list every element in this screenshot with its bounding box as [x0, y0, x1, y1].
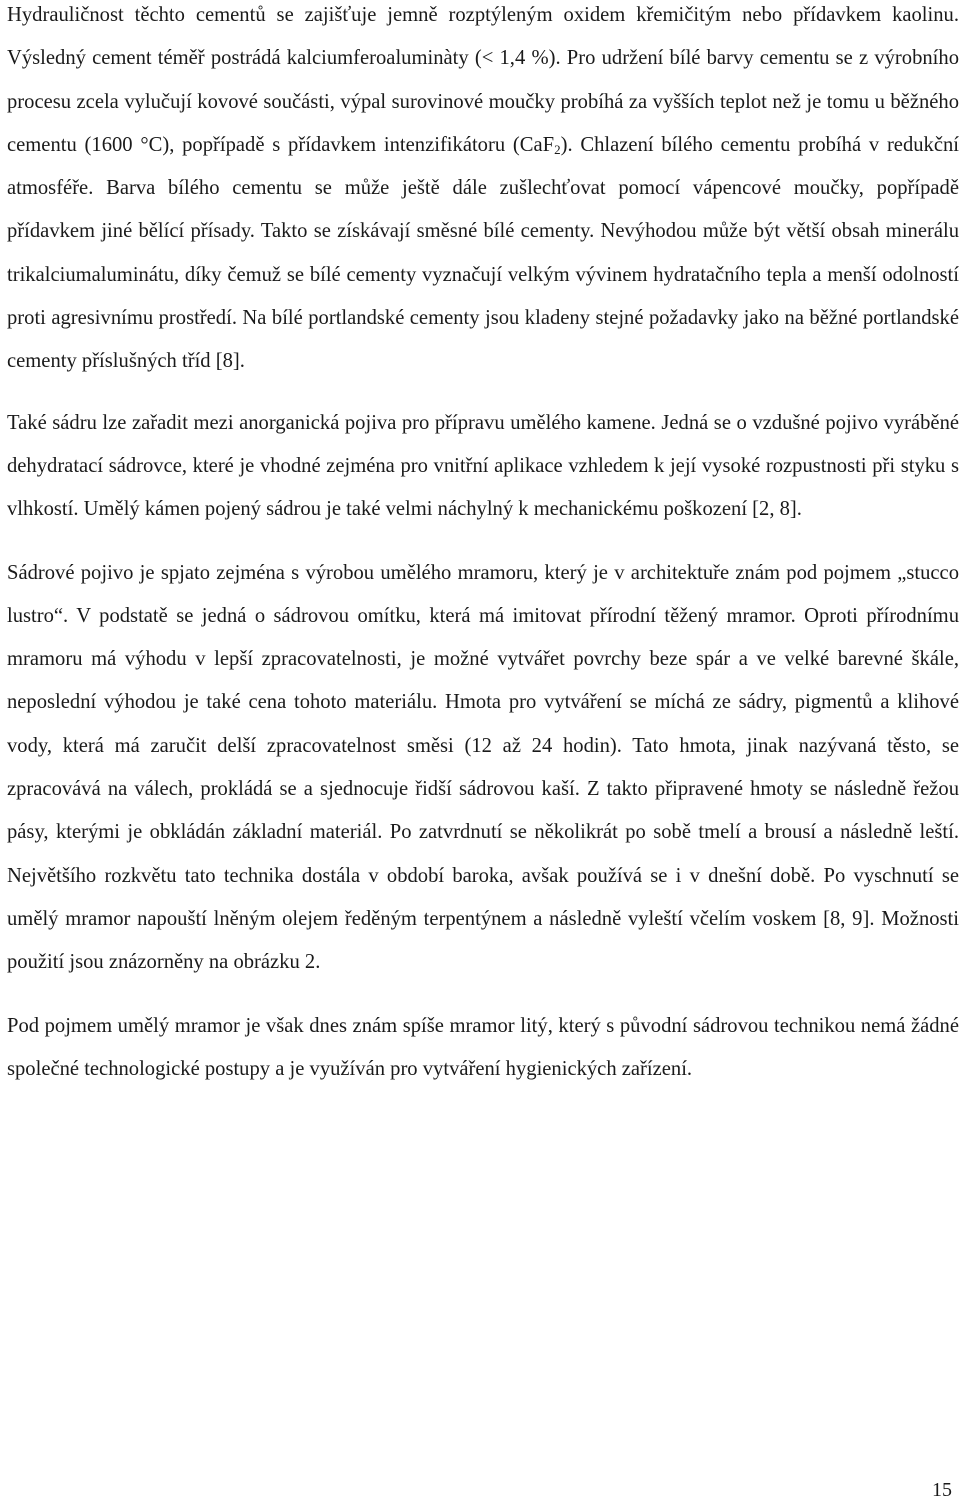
- subscript-two: 2: [554, 141, 561, 157]
- document-page: [7, 0, 959, 1111]
- page-number: 15: [932, 1479, 952, 1501]
- paragraph-stucco-lustro: Sádrové pojivo je spjato zejména s výrobou umělého mramoru, který je v architektuře znám pod pojmem „stucco lustro“. V podstatě se jedná o sádrovou omítku, která má imitovat přírodní těžený mramor. Oproti přírodnímu mramoru má výhodu v lepší zpracovatelnosti, je možné vytvářet povrchy beze spár a ve velké barevné škále, neposlední výhodou je také cena tohoto materiálu. Hmota pro vytváření se míchá ze sádry, pigmentů a klihové vody, která má zaručit delší zpracovatelnost směsi (12 až 24 hodin). Tato hmota, jinak nazývaná těsto, se zpracovává na válech, prokládá se a sjednocuje řidší sádrovou kaší. Z takto připravené hmoty se následně řežou pásy, kterými je obkládán základní materiál. Po zatvrdnutí se několikrát po sobě tmelí a brousí a následně leští. Největšího rozkvětu tato technika dostála v období baroka, avšak používá se i v dnešní době. Po vyschnutí se umělý mramor napouští lněným olejem ředěným terpentýnem a následně vyleští včelím voskem [8, 9]. Možnosti použití jsou znázorněny na obrázku 2.: [7, 561, 959, 974]
- paragraph-white-cement: [7, 0, 959, 384]
- paragraph-1-text: Hydrauličnost těchto cementů se zajišťuje jemně rozptýleným oxidem křemičitým nebo přídavkem kaolinu. Výsledný cement téměř postrádá kalciumferoaluminàty (< 1,4 %). Pro udržení bílé barvy cementu se z výrobního procesu zcela vylučují kovové součásti, výpal surovinové moučky probíhá za vyšších teplot než je tomu u běžného cementu (1600 °C), popřípadě s přídavkem intenzifikátoru (CaF: [7, 4, 959, 156]
- paragraph-gypsum-binder: Také sádru lze zařadit mezi anorganická pojiva pro přípravu umělého kamene. Jedná se o vzdušné pojivo vyráběné dehydratací sádrovce, které je vhodné zejména pro vnitřní aplikace vzhledem k její vysoké rozpustnosti při styku s vlhkostí. Umělý kámen pojený sádrou je také velmi náchylný k mechanickému poškození [2, 8].: [7, 411, 959, 521]
- paragraph-cast-marble: Pod pojmem umělý mramor je však dnes znám spíše mramor litý, který s původní sádrovou technikou nemá žádné společné technologické postupy a je využíván pro vytváření hygienických zařízení.: [7, 1014, 959, 1080]
- paragraph-1-text-continued: ). Chlazení bílého cementu probíhá v redukční atmosféře. Barva bílého cementu se může ještě dále zušlechťovat pomocí vápencové moučky, popřípadě přídavkem jiné bělící přísady. Takto se získávají směsné bílé cementy. Nevýhodou může být větší obsah minerálu trikalciumaluminátu, díky čemuž se bílé cementy vyznačují velkým vývinem hydratačního tepla a menší odolností proti agresivnímu prostředí. Na bílé portlandské cementy jsou kladeny stejné požadavky jako na běžné portlandské cementy příslušných tříd [8].: [7, 133, 959, 373]
